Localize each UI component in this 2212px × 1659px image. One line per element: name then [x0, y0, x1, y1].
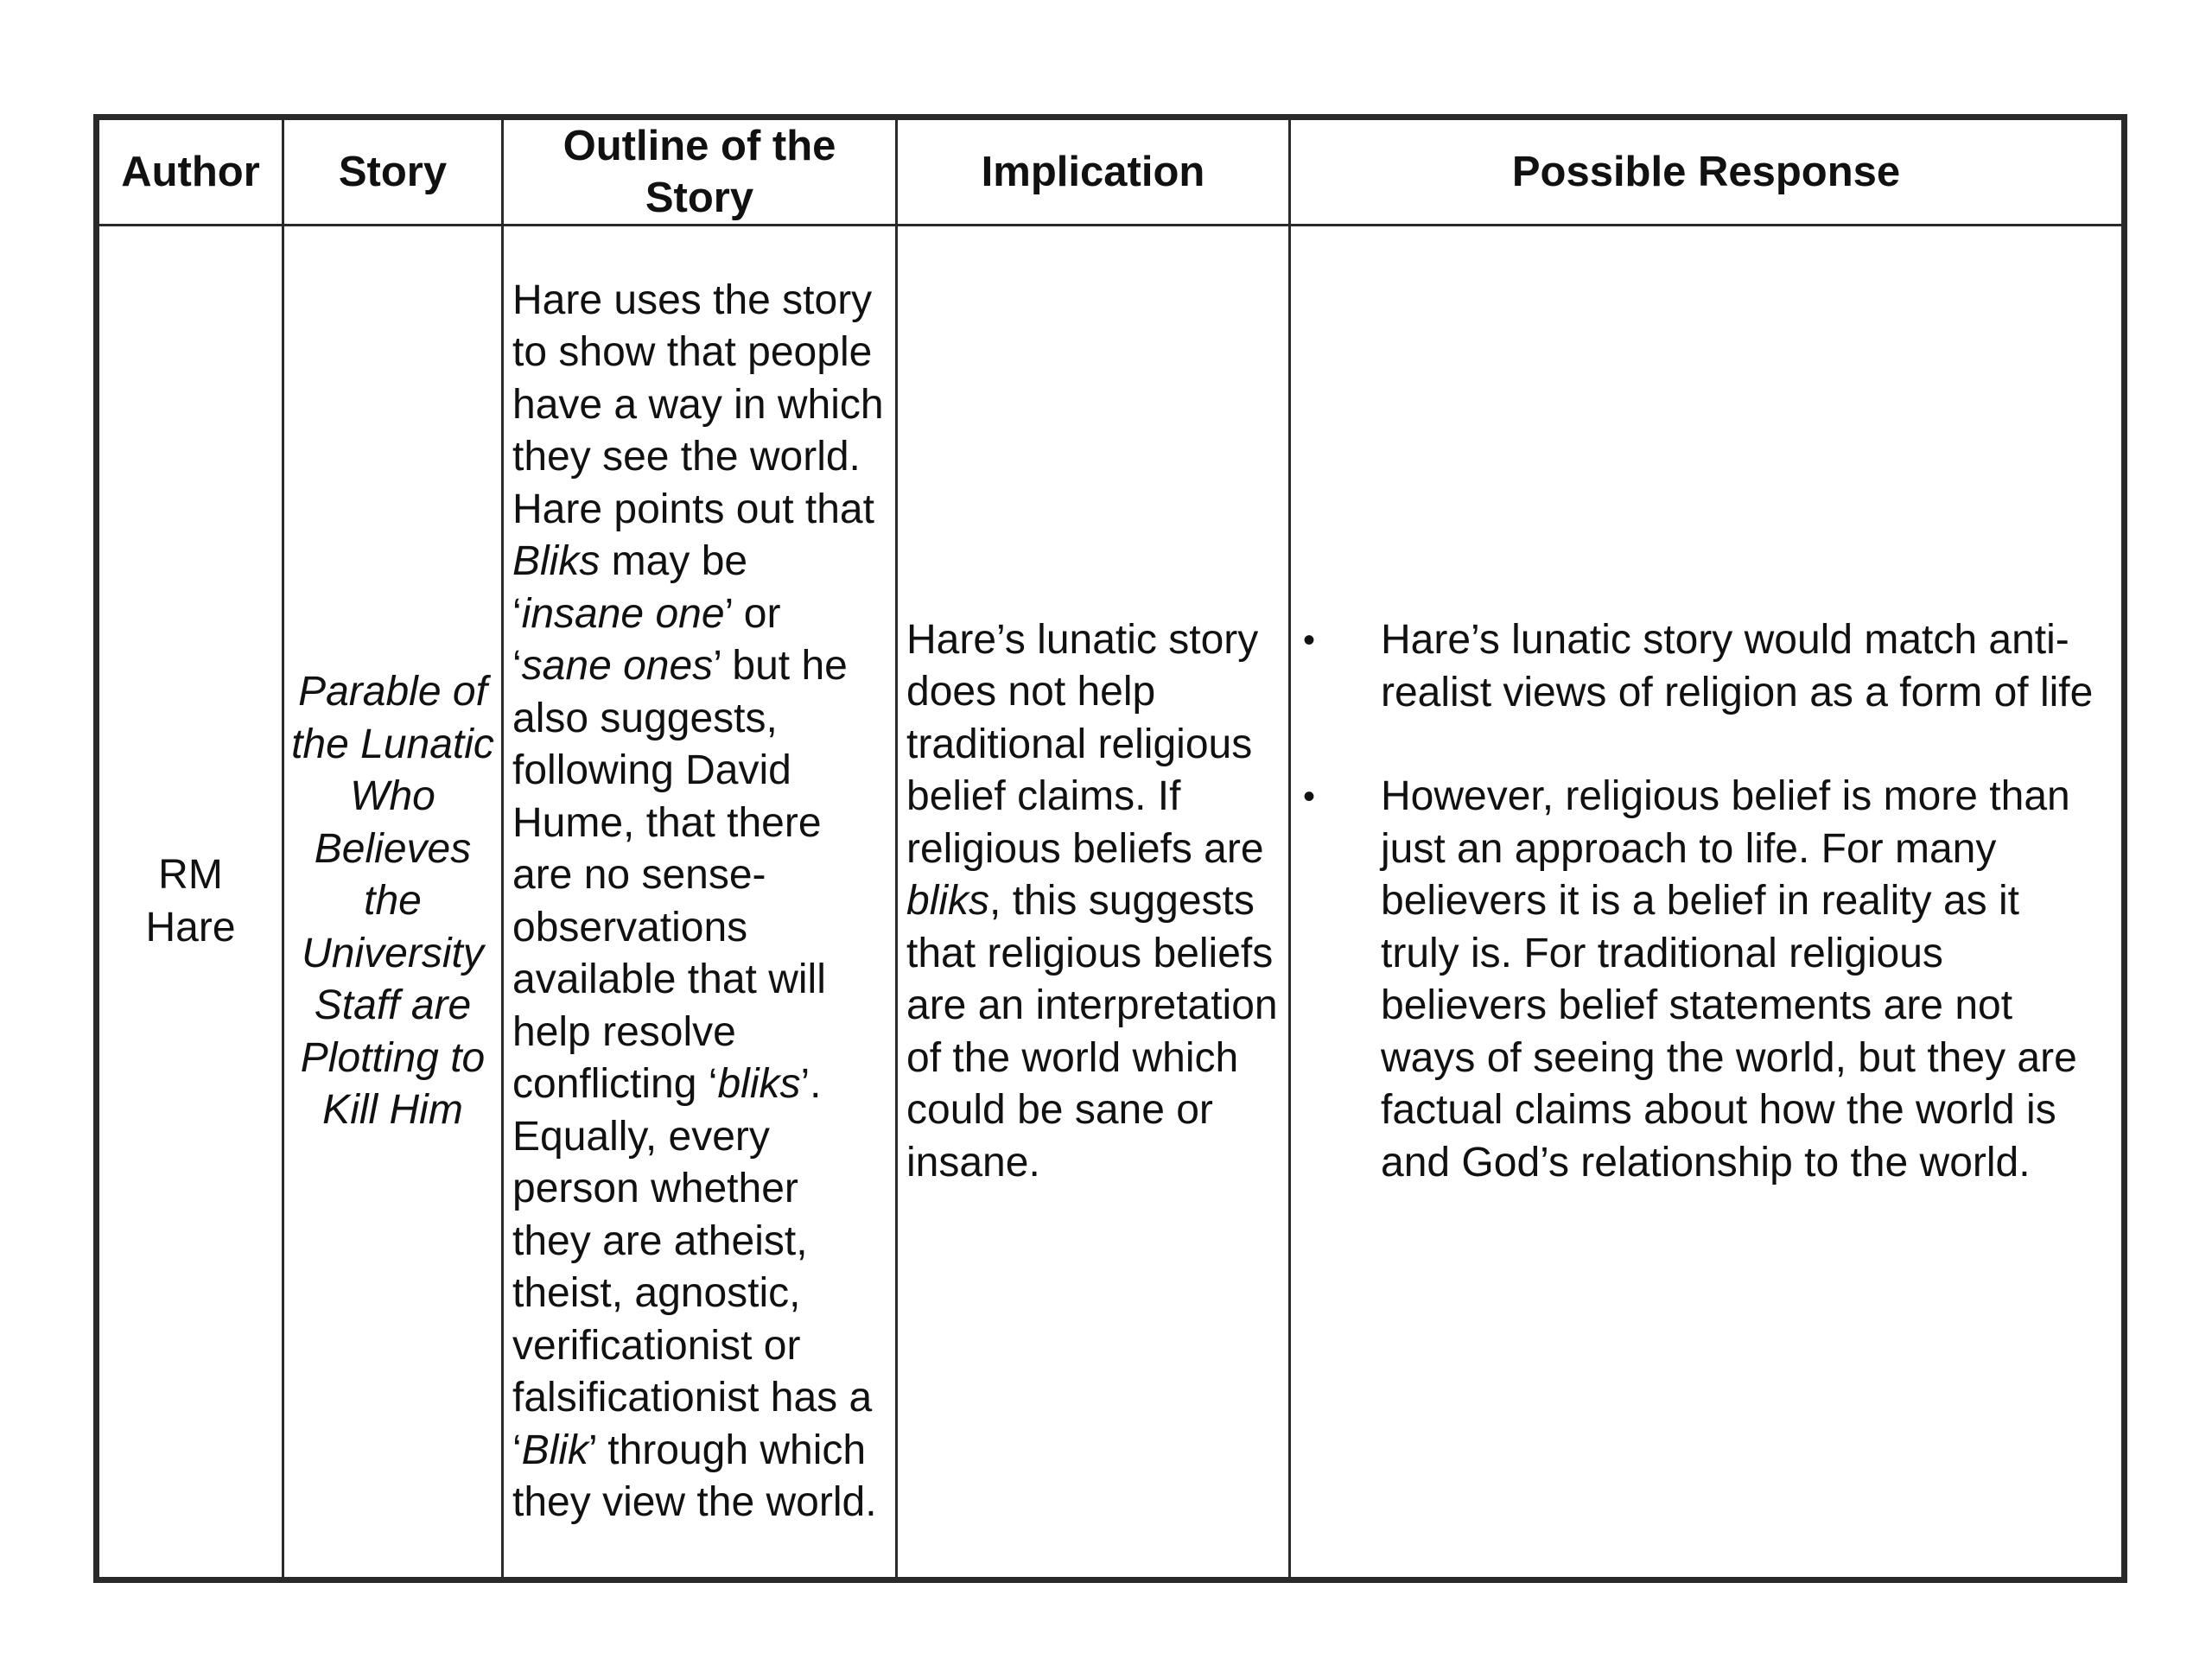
header-possible-response: Possible Response [1290, 119, 2123, 226]
header-row [99, 119, 2123, 226]
outline-text: ’ through which they view the world. [512, 1427, 877, 1525]
header-story: Story [283, 119, 503, 226]
bullet-icon: • [1303, 778, 1316, 816]
header-outline: Outline of the Story [503, 119, 897, 226]
header-author: Author [99, 119, 283, 226]
comparison-table [97, 118, 2124, 1580]
outline-text: Hare uses the story to show that people have a way in which they see the world. Hare points out that [512, 276, 884, 532]
outline-text: ’ or ‘ [512, 590, 781, 689]
outline-emphasis: Bliks [512, 538, 601, 584]
outline-text: ’. Equally, every person whether they are atheist, theist, agnostic, verificationist or falsificationist has a ‘ [512, 1061, 873, 1473]
implication-text: , this suggests that religious beliefs are an interpretation of the world which could be sane or insane. [906, 878, 1278, 1185]
bullet-icon: • [1303, 621, 1316, 659]
cell-story: Parable of the Lunatic Who Believes the University Staff are Plotting to Kill Him [283, 226, 503, 1579]
cell-implication [897, 226, 1290, 1579]
table-row [99, 226, 2123, 1579]
outline-text: ’ but he also suggests, following David Hume, that there are no sense-observations available that will help resolve conflicting ‘ [512, 643, 848, 1107]
comparison-table-frame [93, 114, 2127, 1583]
cell-possible-response [1290, 226, 2123, 1579]
cell-outline [503, 226, 897, 1579]
outline-text: may be ‘ [512, 538, 748, 637]
outline-emphasis: bliks [717, 1061, 801, 1107]
response-text: However, religious belief is more than just an approach to life. For many believers it is a belief in reality as it truly is. For traditional religious believers belief statements are not ways of seeing the world, but they are factual claims about how the world is and God’s relationship to the world. [1381, 773, 2077, 1185]
outline-emphasis: sane ones [521, 643, 714, 689]
implication-emphasis: bliks [906, 878, 990, 925]
cell-author: RM Hare [99, 226, 283, 1579]
header-implication: Implication [897, 119, 1290, 226]
list-item [1298, 771, 2104, 1189]
outline-emphasis: Blik [521, 1427, 589, 1473]
response-bullet-list [1298, 614, 2104, 1189]
implication-text: Hare’s lunatic story does not help traditional religious belief claims. If religious beliefs are [906, 616, 1264, 872]
response-text: Hare’s lunatic story would match anti-realist views of religion as a form of life [1381, 617, 2094, 715]
outline-emphasis: insane one [521, 590, 725, 637]
list-item [1298, 614, 2104, 719]
